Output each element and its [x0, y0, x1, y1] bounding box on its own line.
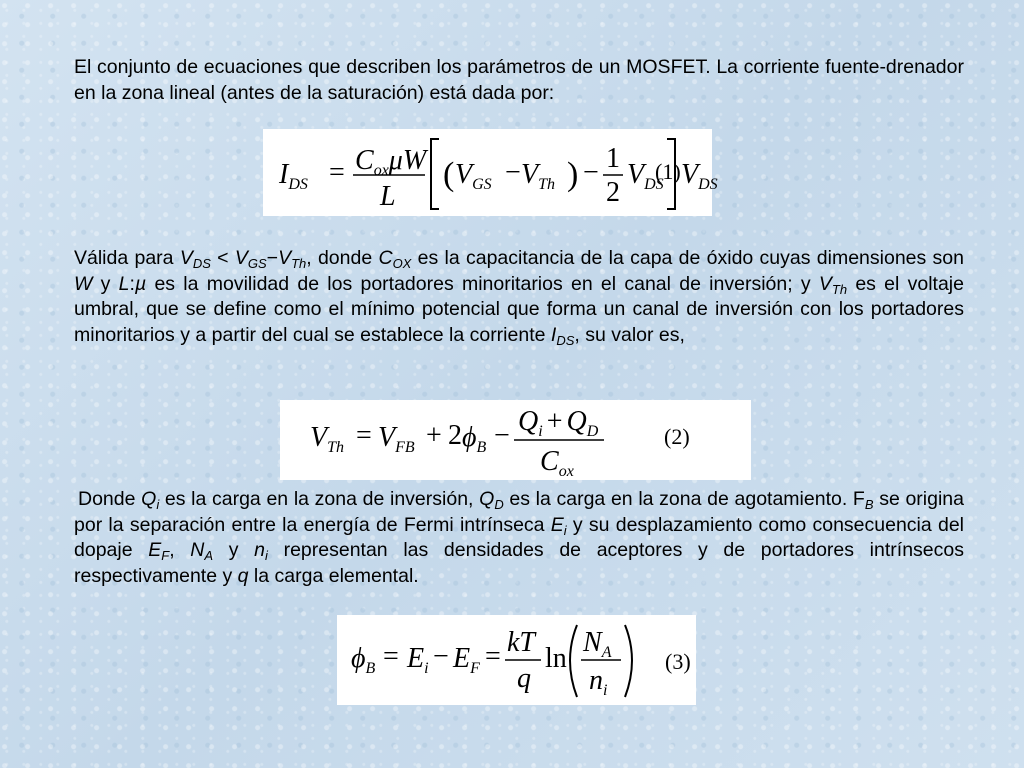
svg-text:VTh: $V_{Th}$: [521, 159, 556, 193]
definitions-paragraph: Donde $Q_i$ es la carga en la zona de inversión, $Q_D$ es la carga en la zona de agotamiento. $F_B$ se origina por la separación entre la energía de Fermi intrínseca $E_i$ y su desplazamiento como consecuencia del dopaje $E_F$, $N_A$ y $n_i$ representan las densidades de aceptores y de portadores intrínsecos respectivamente y q la carga elemental.: [74, 488, 965, 587]
svg-text:Ei: $E_i$: [407, 643, 429, 677]
svg-text:2: 2: [448, 420, 462, 451]
svg-text:−: −: [494, 420, 510, 451]
svg-text:ni: $n_i$: [589, 665, 608, 699]
svg-text:ϕB: $\phi_B$: [462, 422, 487, 456]
svg-text:VDS: $V_{DS}$: [681, 159, 718, 193]
svg-text:L: L: [380, 181, 396, 212]
svg-text:Qi+QD: $Q_i + Q_D$: [518, 406, 599, 440]
svg-text:(3): (3): [665, 649, 691, 674]
svg-text:VFB: $V_{FB}$: [378, 422, 415, 456]
svg-text:VTh: $V_{Th}$: [310, 422, 345, 456]
svg-text:+: +: [426, 420, 442, 451]
svg-text:−: −: [505, 157, 521, 188]
svg-text:ϕB: $\phi_B$: [351, 643, 376, 677]
svg-text:Cox: $C_{ox}$: [540, 446, 574, 480]
svg-text:CoxμW: $C_{ox}\mu W$: [355, 145, 427, 179]
svg-text:−: −: [433, 641, 449, 672]
svg-text:=: =: [356, 420, 372, 451]
svg-text:=: =: [329, 157, 345, 188]
equation-1: [263, 129, 718, 216]
equation-3: [337, 615, 696, 705]
svg-text:NA: $N_A$: [583, 627, 612, 661]
intro-paragraph: El conjunto de ecuaciones que describen los parámetros de un MOSFET. La corriente fuente-drenador en la zona lineal (antes de la saturación) está dada por:: [74, 56, 964, 104]
svg-text:(2): (2): [664, 424, 690, 449]
svg-text:=: =: [485, 641, 501, 672]
svg-text:IDS: $I_{DS}$: [279, 159, 308, 193]
svg-text:VGS: $V_{GS}$: [455, 159, 492, 193]
svg-text:(: (: [443, 156, 455, 193]
svg-text:2: 2: [606, 177, 620, 208]
svg-text:): ): [567, 156, 579, 193]
svg-text:−: −: [583, 157, 599, 188]
svg-text:kT: kT: [507, 627, 535, 658]
svg-text:=: =: [383, 641, 399, 672]
svg-text:q: q: [517, 663, 531, 694]
svg-text:VDS: $V_{DS}$: [627, 159, 664, 193]
svg-text:EF: $E_F$: [453, 643, 480, 677]
svg-text:1: 1: [606, 143, 620, 174]
equation-1-label: (1): [655, 159, 681, 184]
equation-2: [280, 400, 751, 480]
validity-paragraph: Válida para $V_{DS} < V_{GS}-V_{Th}$, donde $C_{OX}$ es la capacitancia de la capa de óxido cuyas dimensiones son W y L:µ es la movilidad de los portadores minoritarios en el canal de inversión; y $V_{Th}$ es el voltaje umbral, que se define como el mínimo potencial que forma un canal de inversión con los portadores minoritarios y a partir del cual se establece la corriente $I_{DS}$, su valor es,: [74, 247, 964, 348]
svg-text:ln: ln: [545, 643, 567, 674]
